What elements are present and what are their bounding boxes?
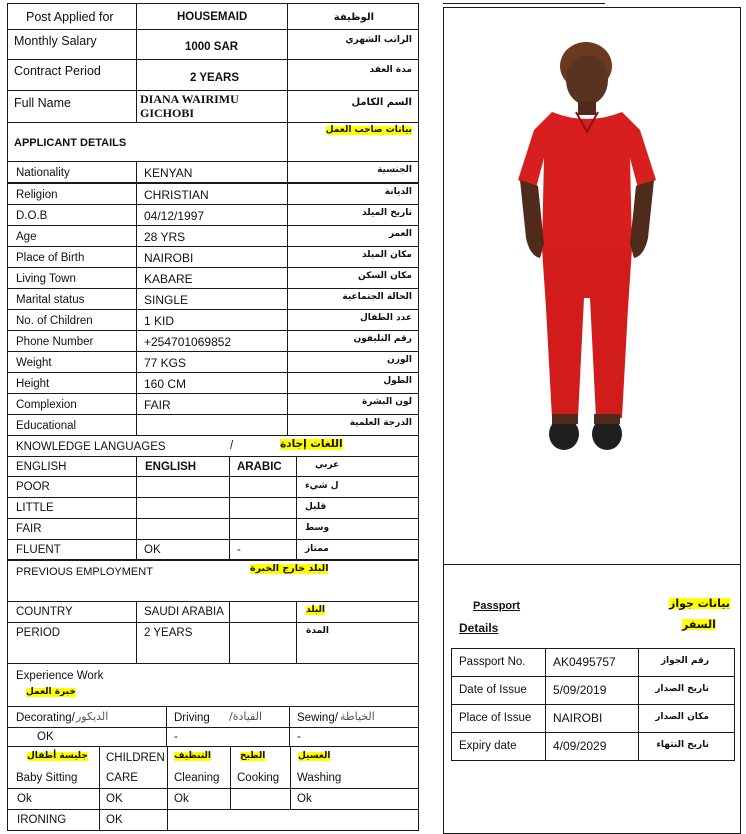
detail-label-cell (7, 372, 137, 394)
decorating-label: Decorating/ (16, 712, 75, 724)
lang-level-cell (7, 497, 137, 519)
detail-label: Weight (16, 357, 52, 369)
detail-label: D.O.B (16, 210, 48, 222)
period-value: 2 YEARS (144, 627, 193, 639)
lang-english-cell (136, 518, 230, 540)
detail-value-cell (136, 330, 288, 352)
passport-value-cell (545, 648, 639, 677)
lang-arabic-cell (229, 539, 297, 561)
period-label-cell (7, 622, 137, 664)
decorating-value-cell (7, 727, 167, 747)
photo-frame (443, 7, 741, 565)
sewing-value: - (297, 731, 301, 743)
applicant-photo (444, 8, 740, 564)
detail-value: +254701069852 (144, 335, 232, 349)
employment-title-cell (7, 559, 419, 602)
detail-label-cell (7, 288, 137, 310)
lang-arabic-ar: عربي (315, 460, 340, 470)
detail-label: Living Town (16, 273, 76, 285)
detail-label: Religion (16, 189, 58, 201)
detail-ar: مكان الميلد (361, 250, 412, 260)
cleaning-value-cell (167, 788, 231, 810)
lang-level-ar-cell (296, 497, 419, 519)
ironing-cell (7, 809, 100, 831)
detail-value: KENYAN (144, 166, 193, 180)
driving-ar: القيادة/ (229, 710, 263, 723)
detail-label-cell (7, 393, 137, 415)
detail-value-cell (136, 161, 288, 183)
detail-label-cell (7, 246, 137, 268)
driving-value: - (174, 731, 178, 743)
passport-value: AK0495757 (553, 655, 616, 669)
driving-cell (166, 706, 290, 728)
passport-label: Place of Issue (459, 712, 532, 724)
lang-level-label: FLUENT (16, 544, 61, 556)
contract-label: Contract Period (14, 64, 101, 78)
sewing-cell (289, 706, 419, 728)
detail-ar: الحالة الجتماعية (342, 292, 412, 302)
post-ar-cell (287, 3, 419, 30)
passport-title-en2: Details (459, 621, 499, 635)
lang-arabic-cell (229, 497, 297, 519)
detail-label-cell (7, 309, 137, 331)
detail-ar-cell (287, 351, 419, 373)
detail-value-cell (136, 414, 288, 436)
passport-label: Passport No. (459, 656, 526, 668)
passport-ar-cell (638, 704, 735, 733)
period-ar-cell (296, 622, 419, 664)
employment-title: PREVIOUS EMPLOYMENT (16, 566, 153, 578)
passport-ar-cell (638, 732, 735, 761)
lang-level-ar-cell (296, 476, 419, 498)
contract-ar: مدة العقد (369, 65, 412, 75)
detail-label: Educational (16, 420, 77, 432)
passport-ar: تاريخ النتهاء (656, 740, 709, 750)
period-empty-cell (229, 622, 297, 664)
detail-value-cell (136, 183, 288, 205)
detail-ar-cell (287, 393, 419, 415)
person-figure (518, 42, 656, 450)
detail-ar-cell (287, 183, 419, 205)
country-label-cell (7, 601, 137, 623)
lang-arabic-cell (229, 476, 297, 498)
lang-arabic-cell (229, 518, 297, 540)
washing-value: Ok (297, 793, 312, 805)
passport-ar: مكان الصدار (655, 712, 709, 722)
detail-value-cell (136, 372, 288, 394)
country-value-cell (136, 601, 230, 623)
passport-title-en1: Passport (473, 600, 521, 612)
experience-title-ar: خبرة العمل (26, 687, 76, 697)
lang-english-head: ENGLISH (145, 461, 197, 473)
experience-title-cell (7, 663, 419, 707)
languages-title-cell (7, 435, 419, 457)
languages-slash: / (230, 440, 234, 452)
passport-ar: رقم الجواز (660, 656, 709, 666)
cooking-ar: الطبخ (240, 751, 266, 761)
driving-value-cell (166, 727, 290, 747)
fullname-ar: السم الكامل (351, 97, 412, 108)
cleaning-label: Cleaning (174, 772, 220, 784)
passport-label-cell (451, 732, 546, 761)
lang-english-cell (136, 539, 230, 561)
sewing-label: Sewing/ (297, 712, 338, 724)
babysitting-ar: جليسة أطفال (27, 751, 88, 761)
passport-value: 5/09/2019 (553, 683, 607, 697)
bottom-divider (167, 830, 419, 831)
detail-label: Nationality (16, 167, 70, 179)
experience-title: Experience Work (16, 670, 104, 682)
lang-header-english-cell (136, 456, 230, 477)
fullname-ar-cell (287, 90, 419, 123)
detail-label: Marital status (16, 294, 85, 306)
passport-value-cell (545, 732, 639, 761)
babysitting-value: Ok (17, 793, 32, 805)
right-edge-line (418, 809, 419, 831)
detail-ar: الديانة (384, 187, 412, 197)
washing-ar: الغسيل (298, 751, 331, 761)
post-label: Post Applied for (26, 10, 114, 24)
lang-level-ar-cell (296, 539, 419, 561)
detail-ar-cell (287, 309, 419, 331)
detail-ar-cell (287, 204, 419, 226)
country-value: SAUDI ARABIA (144, 606, 224, 618)
detail-value: 28 YRS (144, 230, 186, 244)
languages-title: KNOWLEDGE LANGUAGES (16, 441, 166, 453)
detail-ar-cell (287, 330, 419, 352)
detail-value: 160 CM (144, 377, 187, 391)
passport-value: 4/09/2029 (553, 739, 607, 753)
ironing-value: OK (106, 814, 123, 826)
children-label: CHILDREN (106, 752, 165, 764)
babysitting-cell (7, 746, 100, 789)
detail-ar-cell (287, 246, 419, 268)
passport-ar: تاريخ الصدار (655, 684, 709, 694)
passport-title-ar1: بيانات جواز (669, 597, 730, 610)
fullname-label-cell (7, 90, 137, 123)
detail-label-cell (7, 330, 137, 352)
detail-label: No. of Children (16, 315, 93, 327)
cleaning-cell (167, 746, 231, 789)
passport-label-cell (451, 648, 546, 677)
washing-label: Washing (297, 772, 342, 784)
detail-label-cell (7, 351, 137, 373)
lang-arabic-head: ARABIC (237, 461, 282, 473)
passport-label: Date of Issue (459, 684, 527, 696)
period-value-cell (136, 622, 230, 664)
photo-top-edge (443, 3, 605, 4)
country-empty-cell (229, 601, 297, 623)
babysitting-value-cell (7, 788, 100, 810)
passport-title-ar2: السفر (682, 618, 716, 631)
detail-ar: الوزن (387, 355, 412, 365)
country-label: COUNTRY (16, 606, 73, 618)
post-value-cell (136, 3, 288, 30)
care-value-cell (99, 788, 168, 810)
lang-arabic-value: - (237, 544, 241, 556)
detail-value: 1 KID (144, 314, 175, 328)
period-ar: المدة (306, 626, 330, 636)
employment-title-ar: البلد خارج الخبرة (250, 563, 329, 574)
washing-value-cell (290, 788, 419, 810)
passport-value-cell (545, 676, 639, 705)
detail-value: KABARE (144, 272, 193, 286)
detail-ar: عدد الطفال (360, 313, 412, 323)
detail-value: 04/12/1997 (144, 209, 205, 223)
salary-value: 1000 SAR (185, 41, 239, 53)
applicant-details-cell (7, 122, 288, 162)
passport-label: Expiry date (459, 740, 517, 752)
detail-value: 77 KGS (144, 356, 187, 370)
lang-level-cell (7, 476, 137, 498)
lang-level-ar: ل شيء (305, 481, 339, 491)
detail-value-cell (136, 393, 288, 415)
post-value: HOUSEMAID (177, 11, 248, 23)
detail-ar-cell (287, 267, 419, 289)
lang-english-value: OK (144, 544, 161, 556)
detail-label-cell (7, 414, 137, 436)
detail-value-cell (136, 204, 288, 226)
detail-value-cell (136, 267, 288, 289)
detail-label: Place of Birth (16, 252, 85, 264)
languages-title-ar: اللغات إجادة (280, 438, 343, 450)
cleaning-value: Ok (174, 793, 189, 805)
detail-ar-cell (287, 288, 419, 310)
detail-label: Phone Number (16, 336, 94, 348)
washing-cell (290, 746, 419, 789)
detail-value-cell (136, 288, 288, 310)
salary-value-cell (136, 29, 288, 60)
lang-header-label-cell (7, 456, 137, 477)
contract-ar-cell (287, 59, 419, 91)
fullname-line2: GICHOBI (140, 106, 195, 120)
detail-ar-cell (287, 414, 419, 436)
detail-value-cell (136, 309, 288, 331)
fullname-label: Full Name (14, 96, 71, 110)
sewing-ar: الخياطة (340, 710, 375, 723)
detail-ar-cell (287, 372, 419, 394)
lang-header-ar-cell (296, 456, 419, 477)
detail-label-cell (7, 183, 137, 205)
passport-value-cell (545, 704, 639, 733)
cleaning-ar: التنظيف (174, 751, 211, 761)
passport-ar-cell (638, 648, 735, 677)
detail-value: NAIROBI (144, 251, 194, 265)
post-ar: الوظيفة (333, 12, 374, 23)
applicant-details-label: APPLICANT DETAILS (14, 137, 127, 149)
childcare-cell (99, 746, 168, 789)
detail-label-cell (7, 267, 137, 289)
detail-ar: لون البشرة (361, 397, 412, 407)
lang-level-cell (7, 518, 137, 540)
applicant-ar: بيانات صاحب العمل (325, 125, 412, 135)
salary-label: Monthly Salary (14, 34, 97, 48)
lang-header-arabic-cell (229, 456, 297, 477)
cooking-value-cell (230, 788, 291, 810)
cooking-cell (230, 746, 291, 789)
contract-label-cell (7, 59, 137, 91)
passport-value: NAIROBI (553, 711, 603, 725)
decorating-value: OK (37, 731, 54, 743)
contract-value: 2 YEARS (190, 72, 240, 84)
salary-label-cell (7, 29, 137, 60)
detail-value-cell (136, 351, 288, 373)
passport-ar-cell (638, 676, 735, 705)
lang-level-label: POOR (16, 481, 50, 493)
detail-label-cell (7, 204, 137, 226)
lang-level-label: FAIR (16, 523, 42, 535)
period-label: PERIOD (16, 627, 61, 639)
ironing-label: IRONING (17, 814, 67, 826)
lang-level-ar: قليل (305, 502, 327, 512)
detail-label: Complexion (16, 399, 77, 411)
detail-value-cell (136, 246, 288, 268)
detail-label: Height (16, 378, 50, 390)
country-ar-cell (296, 601, 419, 623)
driving-label: Driving (174, 712, 210, 724)
passport-label-cell (451, 704, 546, 733)
decorating-cell (7, 706, 167, 728)
detail-ar: تاريخ الميلد (362, 208, 412, 218)
salary-ar-cell (287, 29, 419, 60)
lang-english-label: ENGLISH (16, 461, 67, 473)
fullname-line1: DIANA WAIRIMU (140, 92, 239, 106)
lang-english-cell (136, 476, 230, 498)
ironing-value-cell (99, 809, 168, 831)
lang-level-ar: وسط (305, 523, 330, 533)
detail-label: Age (16, 231, 37, 243)
lang-level-ar: ممتاز (305, 544, 329, 554)
detail-value-cell (136, 225, 288, 247)
detail-ar-cell (287, 225, 419, 247)
detail-ar: العمر (388, 229, 412, 239)
detail-label-cell (7, 225, 137, 247)
salary-ar: الراتب الشهري (345, 35, 412, 45)
passport-tick (443, 588, 444, 591)
sewing-value-cell (289, 727, 419, 747)
detail-ar: مكان السكن (358, 271, 412, 281)
detail-ar-cell (287, 161, 419, 183)
babysitting-label: Baby Sitting (16, 772, 78, 784)
post-label-cell (7, 3, 137, 30)
detail-value: FAIR (144, 398, 171, 412)
decorating-ar: الديكور (76, 710, 109, 723)
detail-ar: رقم التليفون (353, 334, 412, 344)
care-label: CARE (106, 772, 138, 784)
fullname-value-cell (136, 90, 288, 123)
detail-label-cell (7, 161, 137, 183)
lang-level-ar-cell (296, 518, 419, 540)
detail-ar: الطول (383, 376, 412, 386)
lang-english-cell (136, 497, 230, 519)
applicant-ar-cell (287, 122, 419, 162)
care-value: OK (106, 793, 123, 805)
cooking-label: Cooking (237, 772, 280, 784)
lang-level-cell (7, 539, 137, 561)
country-ar: البلد (306, 605, 326, 615)
detail-ar: الدرجة العلمية (349, 418, 412, 428)
contract-value-cell (136, 59, 288, 91)
detail-value: SINGLE (144, 293, 189, 307)
detail-value: CHRISTIAN (144, 188, 209, 202)
passport-label-cell (451, 676, 546, 705)
lang-level-label: LITTLE (16, 502, 54, 514)
detail-ar: الجنسية (377, 165, 412, 175)
